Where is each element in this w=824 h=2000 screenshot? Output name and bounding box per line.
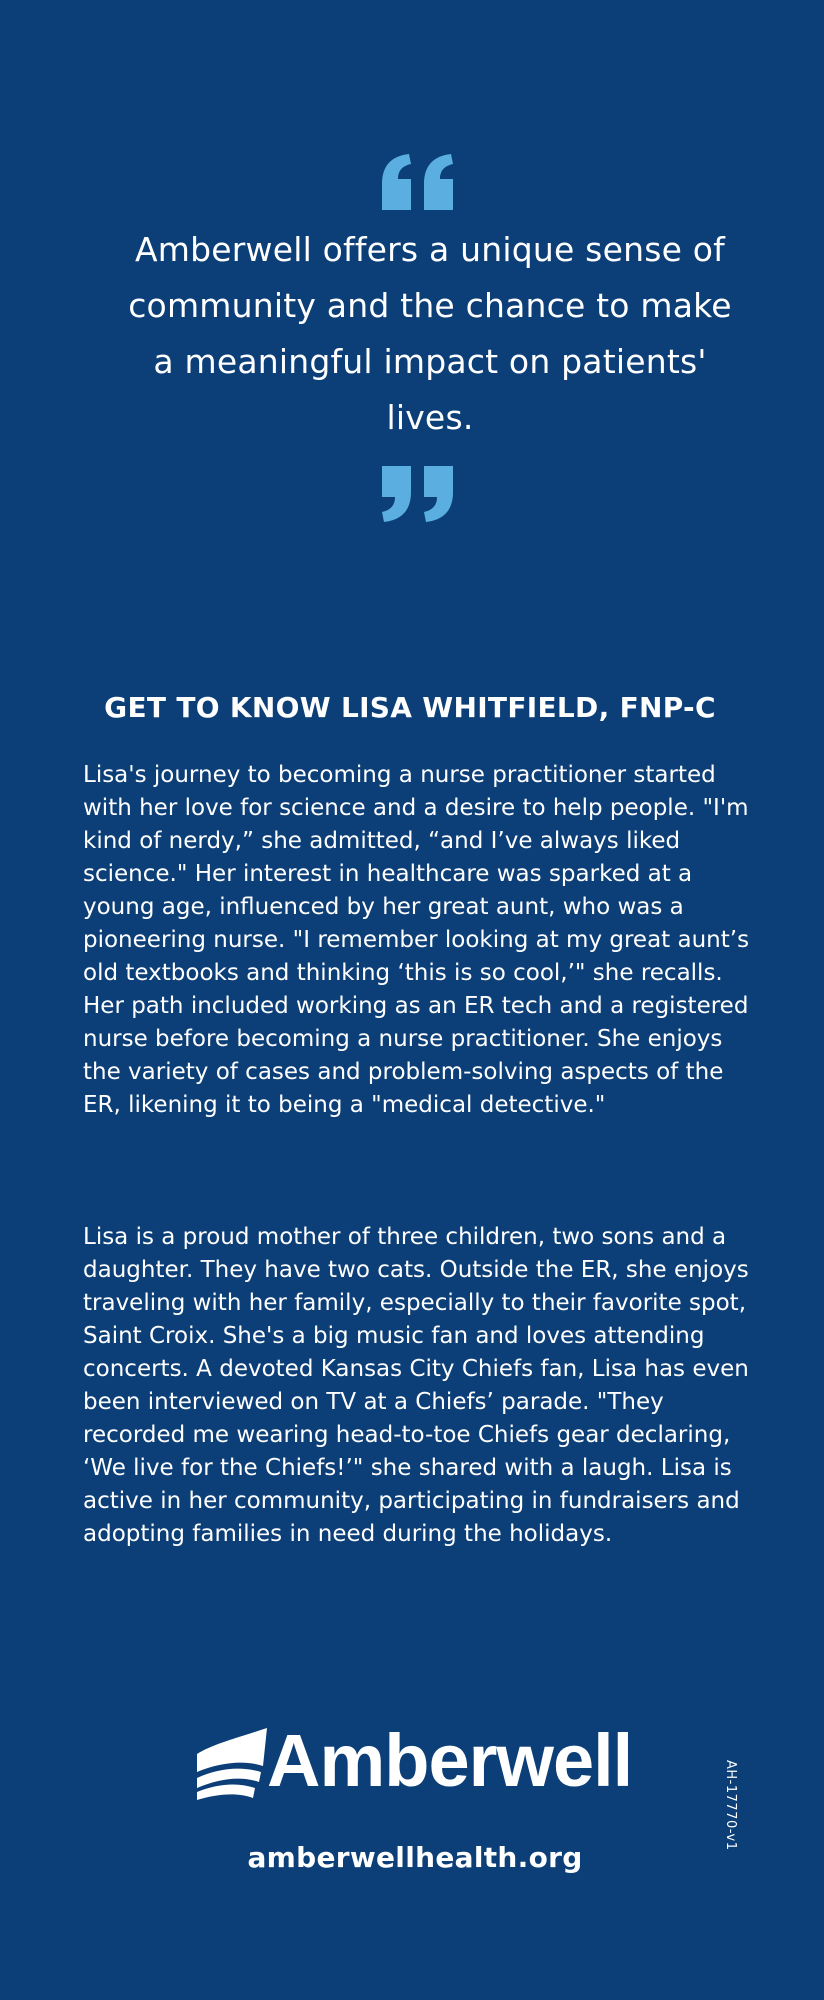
close-quote-icon [378,464,458,524]
pull-quote: Amberwell offers a unique sense of community and the chance to make a meaningful impact on patients' lives. [128,230,732,437]
open-quote-icon [378,152,458,212]
job-code: AH-17770-v1 [723,1760,738,1851]
amberwell-logo-mark-icon [195,1726,269,1802]
logo-wordmark: Amberwell [267,1719,633,1802]
profile-paragraph: Lisa is a proud mother of three children, two sons and a daughter. They have two cats. Outside the ER, she enjoys traveling with her family, especially to their favorite spot, Saint Croix. She's a big music fan and loves attending concerts. A devoted Kansas City Chiefs fan, Lisa has even been interviewed on TV at a Chiefs’ parade. "They recorded me wearing head-to-toe Chiefs gear declaring, ‘We live for the Chiefs!’" she shared with a laugh. Lisa is active in her community, participating in fundraisers and adopting families in need during the holidays. [83,1224,749,1547]
profile-paragraph: Lisa's journey to becoming a nurse practitioner started with her love for science and a desire to help people. "I'm kind of nerdy,” she admitted, “and I’ve always liked science." Her interest in healthcare was sparked at a young age, influenced by her great aunt, who was a pioneering nurse. "I remember looking at my great aunt’s old textbooks and thinking ‘this is so cool,’" she recalls. Her path included working as an ER tech and a registered nurse before becoming a nurse practitioner. She enjoys the variety of cases and problem-solving aspects of the ER, likening it to being a "medical detective." [83,762,750,1118]
profile-heading: GET TO KNOW LISA WHITFIELD, FNP-C [104,691,716,724]
website-link[interactable]: amberwellhealth.org [247,1841,583,1874]
amberwell-logo [195,1719,655,1804]
